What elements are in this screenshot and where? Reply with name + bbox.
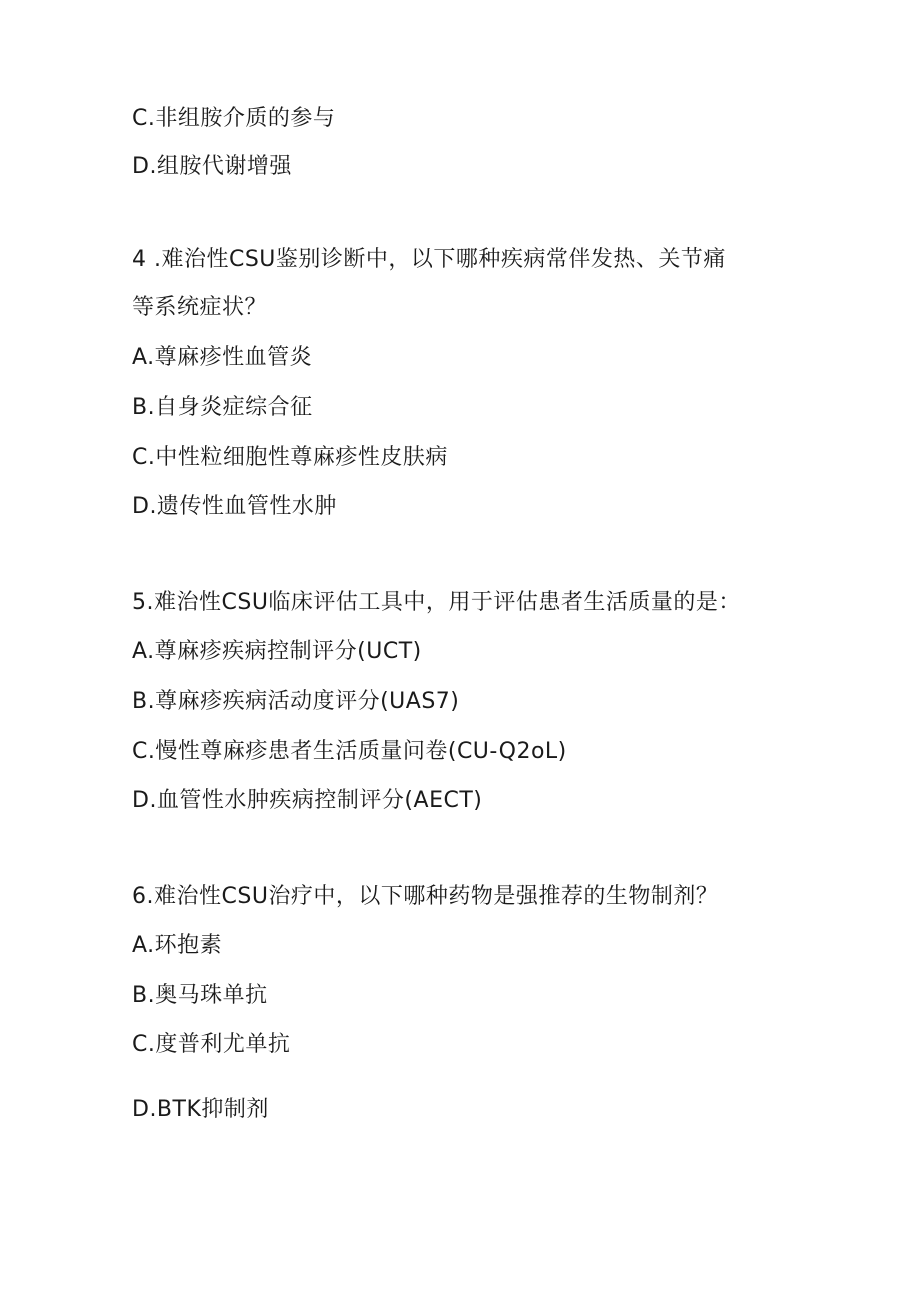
q5-option-a: A.尊麻疹疾病控制评分(UCT) [132,639,422,664]
q6-option-c: C.度普利尤单抗 [132,1032,291,1057]
q4-stem-line1: 4 .难治性CSU鉴别诊断中，以下哪种疾病常伴发热、关节痛 [132,247,726,272]
q4-option-d: D.遗传性血管性水肿 [132,494,337,519]
q4-option-b: B.自身炎症综合征 [132,395,313,420]
q6-stem: 6.难治性CSU治疗中，以下哪种药物是强推荐的生物制剂？ [132,884,719,909]
q6-option-a: A.环抱素 [132,933,223,958]
q3-option-d: D.组胺代谢增强 [132,154,292,179]
q5-option-b: B.尊麻疹疾病活动度评分(UAS7) [132,689,460,714]
q4-stem-line2: 等系统症状？ [132,295,268,320]
q4-option-c: C.中性粒细胞性尊麻疹性皮肤病 [132,445,448,470]
q6-option-d: D.BTK抑制剂 [132,1097,269,1122]
q5-option-d: D.血管性水肿疾病控制评分(AECT) [132,788,483,813]
q6-option-b: B.奥马珠单抗 [132,983,268,1008]
q4-option-a: A.尊麻疹性血管炎 [132,345,313,370]
q3-option-c: C.非组胺介质的参与 [132,106,336,131]
q5-stem: 5.难治性CSU临床评估工具中，用于评估患者生活质量的是： [132,590,741,615]
q5-option-c: C.慢性尊麻疹患者生活质量问卷(CU-Q2oL) [132,739,567,764]
